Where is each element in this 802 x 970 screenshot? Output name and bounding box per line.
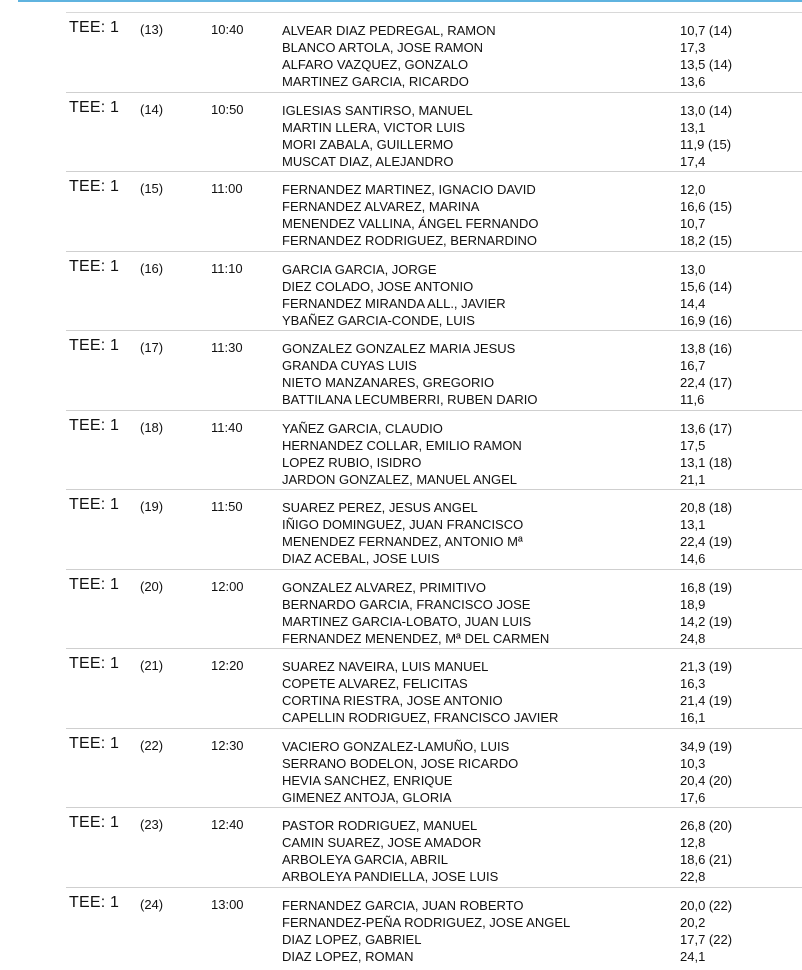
tee-group — [66, 489, 802, 569]
player-name: DIAZ LOPEZ, GABRIEL — [282, 931, 422, 947]
group-number: (21) — [140, 658, 164, 673]
player-handicap: 14,6 — [680, 551, 706, 566]
tee-group — [66, 728, 802, 808]
player-name: FERNANDEZ GARCIA, JUAN ROBERTO — [282, 897, 524, 913]
player-handicaps — [680, 340, 800, 408]
player-name: BATTILANA LECUMBERRI, RUBEN DARIO — [282, 392, 538, 407]
player-name: MARTINEZ GARCIA-LOBATO, JUAN LUIS — [282, 613, 532, 629]
player-handicaps — [680, 22, 800, 90]
tee-time: 11:30 — [211, 340, 243, 355]
player-name: YBAÑEZ GARCIA-CONDE, LUIS — [282, 312, 475, 328]
player-name: DIAZ LOPEZ, ROMAN — [282, 948, 414, 964]
player-name: HEVIA SANCHEZ, ENRIQUE — [282, 772, 453, 788]
player-name: BLANCO ARTOLA, JOSE RAMON — [282, 40, 484, 55]
player-name: CORTINA RIESTRA, JOSE ANTONIO — [282, 693, 503, 708]
tee-time: 12:00 — [211, 578, 244, 594]
tee-label: TEE: 1 — [69, 814, 120, 831]
player-handicaps — [680, 261, 800, 329]
player-names — [282, 261, 662, 329]
player-name: MUSCAT DIAZ, ALEJANDRO — [282, 153, 454, 169]
player-handicaps — [680, 579, 800, 647]
player-name: YAÑEZ GARCIA, CLAUDIO — [282, 420, 443, 436]
player-names — [282, 579, 662, 647]
group-number: (16) — [140, 260, 164, 276]
player-handicaps — [680, 897, 800, 965]
player-handicap: 20,8 (18) — [680, 500, 733, 515]
player-handicaps — [680, 102, 800, 170]
player-name: JARDON GONZALEZ, MANUEL ANGEL — [282, 471, 518, 487]
player-name: FERNANDEZ MARTINEZ, IGNACIO DAVID — [282, 182, 536, 197]
player-names — [282, 340, 662, 408]
player-name: MORI ZABALA, GUILLERMO — [282, 136, 454, 152]
tee-time: 12:30 — [211, 737, 244, 753]
player-handicap: 22,8 — [680, 869, 706, 884]
player-handicap: 16,1 — [680, 710, 706, 725]
player-name: COPETE ALVAREZ, FELICITAS — [282, 676, 468, 691]
player-name: DIAZ ACEBAL, JOSE LUIS — [282, 551, 440, 566]
tee-time: 10:50 — [211, 101, 244, 117]
player-handicap: 34,9 (19) — [680, 738, 733, 754]
player-name: MARTINEZ GARCIA, RICARDO — [282, 74, 469, 89]
player-name: LOPEZ RUBIO, ISIDRO — [282, 454, 422, 470]
player-handicaps — [680, 738, 800, 806]
tee-time: 12:20 — [211, 658, 244, 673]
player-handicap: 14,4 — [680, 295, 706, 311]
player-name: ALVEAR DIAZ PEDREGAL, RAMON — [282, 23, 496, 38]
player-handicap: 13,1 — [680, 517, 706, 532]
tee-group — [66, 807, 802, 887]
player-handicap: 10,7 (14) — [680, 23, 733, 38]
player-handicap: 20,0 (22) — [680, 897, 733, 913]
tee-time: 11:00 — [211, 181, 243, 196]
player-name: FERNANDEZ ALVAREZ, MARINA — [282, 199, 480, 214]
player-handicap: 10,7 — [680, 216, 706, 231]
player-handicap: 11,6 — [680, 392, 705, 407]
tee-group — [66, 12, 802, 92]
player-handicap: 22,4 (19) — [680, 534, 733, 549]
player-handicap: 18,9 — [680, 596, 706, 612]
player-names — [282, 738, 662, 806]
tee-time: 13:00 — [211, 896, 244, 912]
player-name: DIEZ COLADO, JOSE ANTONIO — [282, 278, 474, 294]
player-handicap: 13,1 — [680, 119, 706, 135]
tee-label: TEE: 1 — [69, 734, 120, 752]
player-handicap: 13,0 (14) — [680, 102, 733, 118]
player-name: GONZALEZ ALVAREZ, PRIMITIVO — [282, 579, 486, 595]
player-handicap: 16,8 (19) — [680, 579, 733, 595]
player-handicap: 13,6 — [680, 74, 706, 89]
player-name: SUAREZ NAVEIRA, LUIS MANUEL — [282, 659, 489, 674]
tee-group — [66, 330, 802, 410]
player-handicap: 13,1 (18) — [680, 454, 733, 470]
tee-group — [66, 569, 802, 649]
tee-label: TEE: 1 — [69, 257, 120, 275]
player-name: SERRANO BODELON, JOSE RICARDO — [282, 755, 519, 771]
player-name: CAMIN SUAREZ, JOSE AMADOR — [282, 835, 482, 850]
tee-time: 11:40 — [211, 419, 243, 435]
player-handicap: 20,4 (20) — [680, 772, 733, 788]
tee-group — [66, 92, 802, 172]
player-name: HERNANDEZ COLLAR, EMILIO RAMON — [282, 437, 522, 453]
tee-time: 10:40 — [211, 22, 244, 37]
tee-group — [66, 171, 802, 251]
player-handicap: 26,8 (20) — [680, 818, 733, 833]
player-handicap: 16,7 — [680, 358, 706, 373]
tee-label: TEE: 1 — [69, 416, 120, 434]
player-handicaps — [680, 658, 800, 726]
player-handicap: 17,6 — [680, 789, 706, 805]
group-number: (20) — [140, 578, 164, 594]
tee-label: TEE: 1 — [69, 337, 120, 354]
group-number: (23) — [140, 817, 164, 832]
player-name: GARCIA GARCIA, JORGE — [282, 261, 437, 277]
player-handicap: 16,9 (16) — [680, 312, 733, 328]
tee-label: TEE: 1 — [69, 655, 120, 672]
player-names — [282, 420, 662, 488]
player-handicap: 18,2 (15) — [680, 233, 733, 248]
tee-label: TEE: 1 — [69, 178, 120, 195]
player-name: SUAREZ PEREZ, JESUS ANGEL — [282, 500, 478, 515]
player-handicaps — [680, 499, 800, 567]
player-handicap: 24,8 — [680, 630, 706, 646]
player-name: FERNANDEZ MENENDEZ, Mª DEL CARMEN — [282, 630, 550, 646]
player-name: FERNANDEZ-PEÑA RODRIGUEZ, JOSE ANGEL — [282, 914, 571, 930]
player-name: GRANDA CUYAS LUIS — [282, 358, 417, 373]
player-names — [282, 499, 662, 567]
player-name: ARBOLEYA GARCIA, ABRIL — [282, 852, 448, 867]
player-handicaps — [680, 181, 800, 249]
player-handicap: 17,5 — [680, 437, 706, 453]
tee-group — [66, 410, 802, 490]
player-handicap: 13,5 (14) — [680, 57, 733, 72]
player-handicap: 17,4 — [680, 153, 706, 169]
player-names — [282, 897, 662, 965]
player-name: GIMENEZ ANTOJA, GLORIA — [282, 789, 452, 805]
tee-label: TEE: 1 — [69, 575, 120, 593]
player-name: CAPELLIN RODRIGUEZ, FRANCISCO JAVIER — [282, 710, 559, 725]
player-handicap: 11,9 (15) — [680, 136, 732, 152]
player-name: MARTIN LLERA, VICTOR LUIS — [282, 119, 466, 135]
group-number: (14) — [140, 101, 164, 117]
player-name: ARBOLEYA PANDIELLA, JOSE LUIS — [282, 869, 499, 884]
player-name: VACIERO GONZALEZ-LAMUÑO, LUIS — [282, 738, 510, 754]
tee-time: 11:50 — [211, 499, 243, 514]
tee-group — [66, 251, 802, 331]
group-number: (19) — [140, 499, 164, 514]
player-handicap: 22,4 (17) — [680, 375, 733, 390]
player-name: GONZALEZ GONZALEZ MARIA JESUS — [282, 341, 516, 356]
top-accent-rule — [18, 0, 802, 2]
player-names — [282, 22, 662, 90]
player-handicap: 21,3 (19) — [680, 659, 733, 674]
group-number: (22) — [140, 737, 164, 753]
player-name: FERNANDEZ MIRANDA ALL., JAVIER — [282, 295, 506, 311]
player-names — [282, 817, 662, 885]
player-handicap: 18,6 (21) — [680, 852, 733, 867]
player-handicap: 21,1 — [680, 471, 706, 487]
player-name: MENENDEZ VALLINA, ÁNGEL FERNANDO — [282, 216, 539, 231]
player-handicap: 20,2 — [680, 914, 706, 930]
group-number: (17) — [140, 340, 164, 355]
player-handicaps — [680, 420, 800, 488]
player-name: BERNARDO GARCIA, FRANCISCO JOSE — [282, 596, 531, 612]
tee-label: TEE: 1 — [69, 98, 120, 116]
player-handicap: 17,3 — [680, 40, 706, 55]
group-number: (24) — [140, 896, 164, 912]
player-name: MENENDEZ FERNANDEZ, ANTONIO Mª — [282, 534, 523, 549]
player-names — [282, 102, 662, 170]
player-handicap: 14,2 (19) — [680, 613, 733, 629]
player-name: ALFARO VAZQUEZ, GONZALO — [282, 57, 469, 72]
player-names — [282, 181, 662, 249]
player-handicap: 16,3 — [680, 676, 706, 691]
tee-group — [66, 648, 802, 728]
player-name: IÑIGO DOMINGUEZ, JUAN FRANCISCO — [282, 517, 524, 532]
tee-times-list — [66, 12, 802, 966]
tee-time: 11:10 — [211, 260, 243, 276]
player-handicap: 13,0 — [680, 261, 706, 277]
player-handicap: 13,8 (16) — [680, 341, 733, 356]
player-handicap: 15,6 (14) — [680, 278, 733, 294]
player-handicap: 16,6 (15) — [680, 199, 733, 214]
player-handicaps — [680, 817, 800, 885]
group-number: (18) — [140, 419, 164, 435]
player-names — [282, 658, 662, 726]
player-handicap: 17,7 (22) — [680, 931, 733, 947]
player-handicap: 10,3 — [680, 755, 706, 771]
player-handicap: 12,0 — [680, 182, 706, 197]
player-name: NIETO MANZANARES, GREGORIO — [282, 375, 495, 390]
player-handicap: 12,8 — [680, 835, 706, 850]
tee-label: TEE: 1 — [69, 893, 120, 911]
player-name: IGLESIAS SANTIRSO, MANUEL — [282, 102, 473, 118]
player-name: PASTOR RODRIGUEZ, MANUEL — [282, 818, 478, 833]
player-handicap: 24,1 — [680, 948, 706, 964]
tee-label: TEE: 1 — [69, 496, 120, 513]
tee-group — [66, 887, 802, 967]
group-number: (13) — [140, 22, 164, 37]
group-number: (15) — [140, 181, 164, 196]
tee-time: 12:40 — [211, 817, 244, 832]
player-handicap: 21,4 (19) — [680, 693, 733, 708]
player-name: FERNANDEZ RODRIGUEZ, BERNARDINO — [282, 233, 537, 248]
tee-label: TEE: 1 — [69, 19, 120, 36]
player-handicap: 13,6 (17) — [680, 420, 733, 436]
